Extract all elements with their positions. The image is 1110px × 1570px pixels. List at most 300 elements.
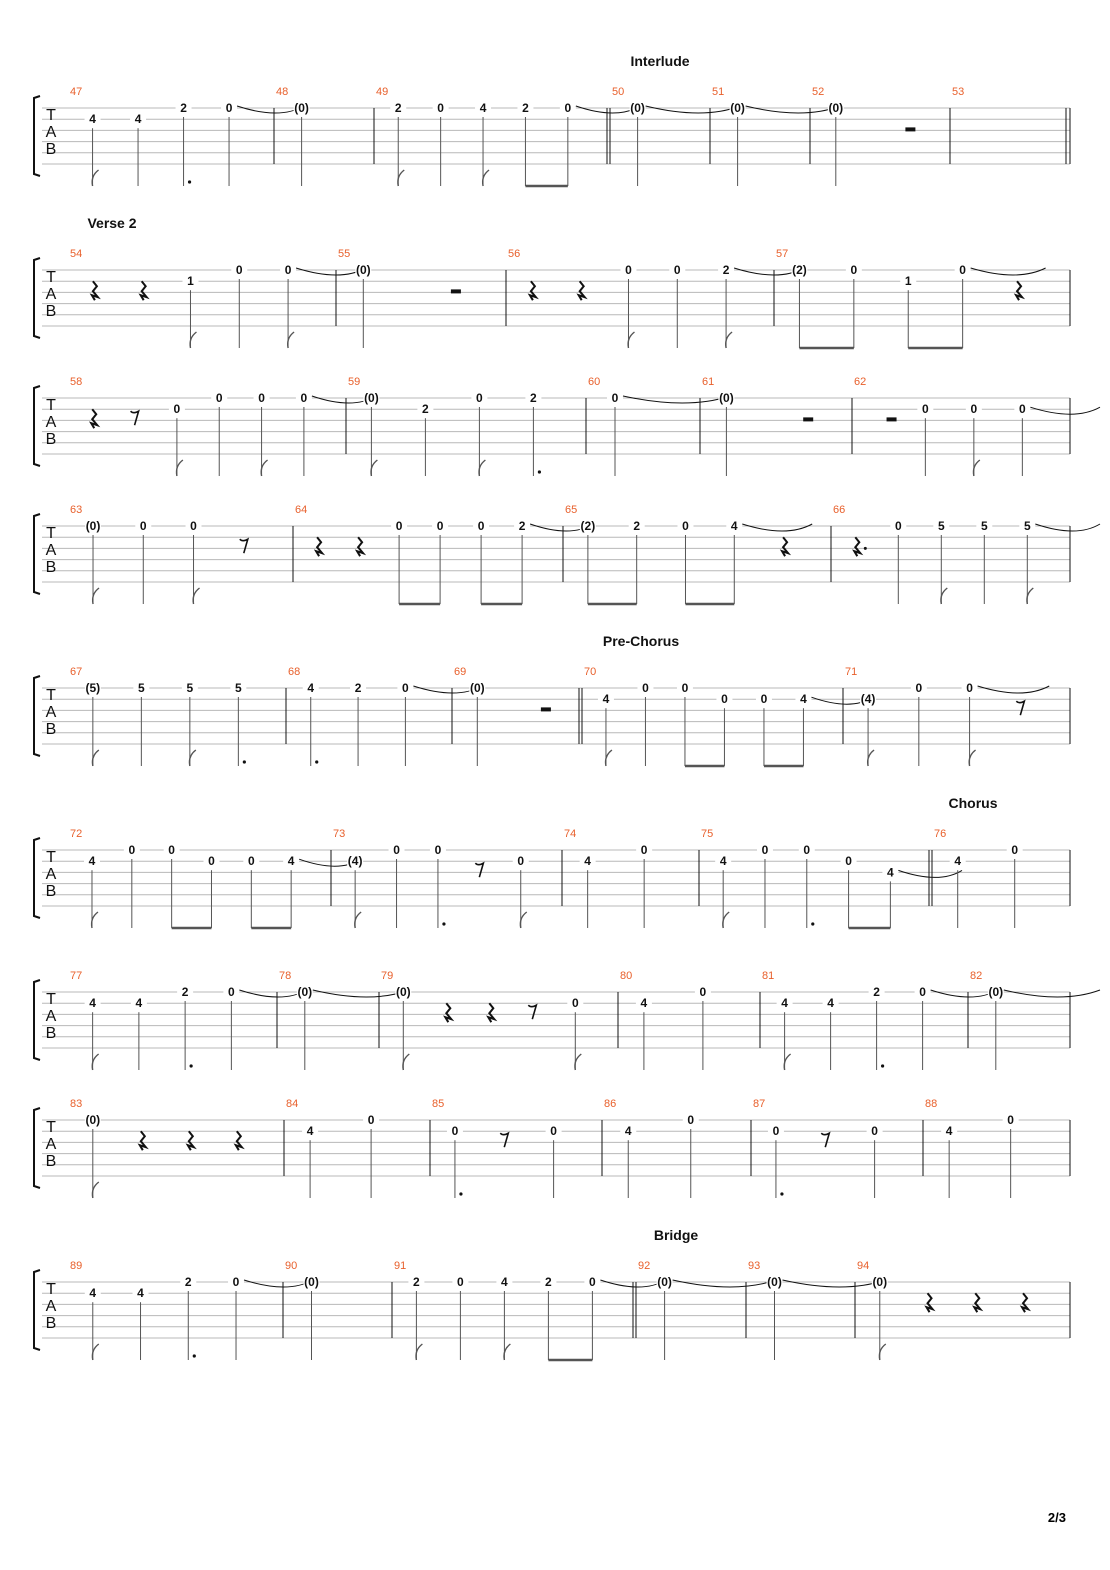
note-flag — [606, 750, 612, 766]
note-flag — [193, 588, 199, 604]
tab-system — [34, 633, 1070, 766]
eighth-rest — [1016, 701, 1024, 715]
eighth-rest — [131, 411, 139, 425]
bar-number: 58 — [70, 376, 83, 388]
fret-number: (0) — [85, 1113, 101, 1127]
bar-number: 48 — [276, 86, 289, 98]
system-bracket — [34, 258, 40, 338]
quarter-rest — [91, 409, 97, 428]
fret-number: 0 — [772, 1124, 780, 1139]
fret-number: 0 — [699, 985, 707, 999]
fret-number: 0 — [550, 1124, 557, 1139]
bar-number: 85 — [432, 1098, 445, 1110]
note-flag — [190, 332, 196, 348]
tab-clef-letter: B — [45, 559, 57, 576]
fret-number: 0 — [642, 681, 649, 695]
fret-number: 0 — [894, 519, 902, 533]
fret-number: 4 — [887, 865, 894, 880]
bar-number: 66 — [833, 504, 846, 516]
fret-number: 0 — [208, 854, 215, 869]
bar-number: 64 — [295, 504, 308, 516]
fret-number: 0 — [402, 681, 409, 695]
system-bracket — [34, 1108, 40, 1188]
note-flag — [261, 460, 267, 476]
bar-number: 69 — [454, 666, 467, 678]
note-flag — [479, 460, 485, 476]
note-flag — [93, 588, 99, 604]
fret-number: 0 — [232, 1275, 240, 1289]
note-flag — [355, 912, 361, 928]
tie — [646, 106, 740, 113]
fret-number: 0 — [225, 101, 233, 115]
tie — [742, 524, 812, 531]
fret-number: 0 — [173, 402, 181, 417]
note-flag — [726, 332, 732, 348]
fret-number: 0 — [966, 681, 973, 695]
bar-number: 87 — [753, 1098, 766, 1110]
fret-number: 4 — [602, 692, 610, 707]
bar-number: 59 — [348, 376, 361, 388]
tab-clef-letter: T — [46, 991, 56, 1008]
bar-number: 86 — [604, 1098, 617, 1110]
note-flag — [288, 332, 294, 348]
fret-number: 0 — [215, 391, 223, 405]
section-label: Pre-Chorus — [602, 633, 680, 649]
bar-number: 94 — [857, 1260, 870, 1272]
fret-number: 0 — [919, 985, 926, 999]
fret-number: 2 — [633, 519, 641, 533]
tab-clef-letter: T — [46, 525, 56, 542]
fret-number: (0) — [630, 101, 645, 115]
rhythm-dot — [459, 1192, 462, 1195]
page-number: 2/3 — [1047, 1510, 1066, 1525]
bar-number: 70 — [584, 666, 597, 678]
fret-number: 2 — [394, 101, 402, 115]
tab-clef-letter: T — [46, 269, 56, 286]
rhythm-dot — [780, 1192, 783, 1195]
fret-number: 0 — [300, 391, 308, 405]
tab-system — [34, 1227, 1070, 1360]
rhythm-dot — [315, 760, 318, 763]
fret-number: 0 — [1007, 1113, 1014, 1127]
fret-number: 4 — [781, 996, 788, 1011]
bar-number: 47 — [70, 86, 83, 98]
tab-clef-letter: T — [46, 849, 56, 866]
fret-number: 5 — [186, 681, 194, 695]
bar-number: 52 — [812, 86, 825, 98]
fret-number: 2 — [722, 263, 730, 277]
rhythm-dot — [243, 760, 246, 763]
bar-number: 53 — [952, 86, 965, 98]
note-flag — [416, 1344, 422, 1360]
fret-number: (0) — [469, 681, 485, 695]
note-flag — [92, 1344, 98, 1360]
fret-number: 0 — [760, 692, 768, 707]
fret-number: 0 — [564, 101, 572, 115]
fret-number: 0 — [128, 843, 136, 857]
bar-number: 65 — [565, 504, 578, 516]
bar-number: 90 — [285, 1260, 298, 1272]
fret-number: 2 — [873, 985, 880, 999]
fret-number: 0 — [434, 843, 442, 857]
note-flag — [92, 1182, 98, 1198]
tab-clef-letter: T — [46, 687, 56, 704]
tab-clef-letter: B — [45, 883, 57, 900]
note-flag — [868, 750, 874, 766]
tie — [1030, 407, 1100, 414]
tie — [673, 1280, 776, 1287]
fret-number: 4 — [307, 681, 315, 695]
tab-clef-letter: T — [46, 1119, 56, 1136]
fret-number: 0 — [850, 263, 858, 277]
bar-number: 93 — [748, 1260, 761, 1272]
bar-number: 80 — [620, 970, 633, 982]
bar-number: 82 — [970, 970, 983, 982]
tie — [1035, 524, 1100, 531]
tie — [313, 990, 409, 997]
fret-number: 4 — [719, 854, 727, 869]
tie — [783, 1280, 886, 1287]
fret-number: 0 — [571, 996, 579, 1011]
rhythm-dot — [188, 180, 191, 183]
quarter-rest — [445, 1003, 451, 1022]
bar-number: 55 — [338, 248, 351, 260]
bar-number: 54 — [70, 248, 83, 260]
quarter-rest — [1016, 281, 1022, 300]
fret-number: 4 — [479, 101, 487, 115]
rhythm-dot — [538, 470, 541, 473]
fret-number: 4 — [827, 996, 834, 1011]
quarter-rest — [92, 281, 98, 300]
fret-number: (5) — [85, 681, 101, 695]
bar-number: 57 — [776, 248, 789, 260]
bar-number: 83 — [70, 1098, 83, 1110]
fret-number: (0) — [85, 519, 101, 533]
bar-number: 73 — [333, 828, 346, 840]
quarter-rest — [488, 1003, 494, 1022]
fret-number: 5 — [235, 681, 242, 695]
fret-number: 0 — [457, 1275, 464, 1289]
half-rest — [541, 707, 551, 711]
fret-number: (0) — [767, 1275, 782, 1289]
eighth-rest — [528, 1005, 536, 1019]
quarter-rest — [974, 1293, 980, 1312]
fret-number: 4 — [89, 112, 96, 127]
rhythm-dot — [881, 1064, 884, 1067]
fret-number: 0 — [395, 519, 403, 533]
bar-number: 89 — [70, 1260, 83, 1272]
fret-number: 0 — [761, 843, 769, 857]
tab-clef-letter: B — [45, 1315, 57, 1332]
fret-number: 0 — [687, 1113, 695, 1127]
fret-number: (0) — [730, 101, 745, 115]
bar-number: 91 — [394, 1260, 407, 1272]
note-flag — [92, 750, 98, 766]
tab-clef-letter: T — [46, 107, 56, 124]
section-label: Interlude — [630, 53, 690, 69]
tab-system — [34, 53, 1070, 186]
fret-number: (0) — [297, 985, 313, 999]
fret-number: 0 — [589, 1275, 596, 1289]
tab-system — [34, 1098, 1070, 1198]
system-bracket — [34, 386, 40, 466]
tab-clef-letter: T — [46, 1281, 56, 1298]
note-flag — [92, 170, 98, 186]
fret-number: (0) — [364, 391, 379, 405]
fret-number: 4 — [954, 854, 962, 869]
note-flag — [973, 460, 979, 476]
tab-clef-letter: A — [45, 286, 57, 303]
note-flag — [483, 170, 489, 186]
fret-number: 4 — [640, 996, 648, 1011]
note-flag — [520, 912, 526, 928]
fret-number: (0) — [395, 985, 411, 999]
tab-clef-letter: B — [45, 1153, 57, 1170]
fret-number: 0 — [673, 263, 681, 277]
note-flag — [1027, 588, 1033, 604]
quarter-rest — [530, 281, 536, 300]
fret-number: 5 — [138, 681, 145, 695]
tie — [898, 870, 962, 877]
fret-number: (0) — [657, 1275, 672, 1289]
fret-number: 2 — [422, 402, 429, 417]
fret-number: 4 — [88, 854, 96, 869]
fret-number: 4 — [135, 996, 143, 1011]
tie — [1004, 990, 1100, 997]
fret-number: 0 — [437, 101, 444, 115]
fret-number: 5 — [980, 519, 988, 533]
fret-number: 4 — [501, 1275, 508, 1289]
fret-number: 1 — [904, 274, 912, 289]
tie — [971, 268, 1046, 275]
tie — [746, 106, 840, 113]
bar-number: 60 — [588, 376, 601, 388]
tab-system — [34, 215, 1070, 348]
fret-number: (0) — [304, 1275, 319, 1289]
fret-number: 0 — [258, 391, 265, 405]
quarter-rest — [1022, 1293, 1028, 1312]
tab-system — [34, 970, 1100, 1070]
fret-number: 4 — [730, 519, 738, 533]
eighth-rest — [500, 1133, 508, 1147]
section-label: Verse 2 — [87, 215, 137, 231]
fret-number: 0 — [803, 843, 811, 857]
fret-number: 0 — [436, 519, 444, 533]
tab-system — [34, 376, 1100, 476]
bar-number: 71 — [845, 666, 858, 678]
fret-number: 0 — [235, 263, 243, 277]
fret-number: 0 — [625, 263, 632, 277]
bar-number: 88 — [925, 1098, 938, 1110]
system-bracket — [34, 96, 40, 176]
fret-number: (4) — [347, 854, 363, 869]
bar-number: 56 — [508, 248, 521, 260]
fret-number: (0) — [355, 263, 371, 277]
note-flag — [575, 1054, 581, 1070]
bar-number: 78 — [279, 970, 292, 982]
quarter-rest — [141, 281, 147, 300]
quarter-rest — [854, 537, 860, 556]
tab-clef-letter: B — [45, 431, 57, 448]
fret-number: 0 — [682, 519, 689, 533]
note-flag — [969, 750, 975, 766]
bar-number: 51 — [712, 86, 725, 98]
note-flag — [398, 170, 404, 186]
bar-number: 84 — [286, 1098, 299, 1110]
system-bracket — [34, 676, 40, 756]
fret-number: 2 — [530, 391, 537, 405]
tab-clef-letter: A — [45, 1298, 57, 1315]
fret-number: 2 — [184, 1275, 192, 1289]
tab-clef-letter: A — [45, 866, 57, 883]
fret-number: 0 — [451, 1124, 459, 1139]
note-flag — [403, 1054, 409, 1070]
fret-number: 0 — [284, 263, 292, 277]
fret-number: 4 — [89, 996, 96, 1011]
tab-clef-letter: A — [45, 414, 57, 431]
tab-system — [34, 795, 1070, 928]
quarter-rest — [782, 537, 788, 556]
bar-number: 75 — [701, 828, 714, 840]
fret-number: (2) — [792, 263, 807, 277]
fret-number: 4 — [137, 1286, 144, 1301]
note-flag — [504, 1344, 510, 1360]
eighth-rest — [240, 539, 248, 553]
rest-dot — [864, 547, 867, 550]
fret-number: 4 — [287, 854, 295, 869]
fret-number: (0) — [988, 985, 1004, 999]
tab-clef-letter: B — [45, 141, 57, 158]
bar-number: 77 — [70, 970, 83, 982]
fret-number: (0) — [719, 391, 734, 405]
eighth-rest — [821, 1133, 829, 1147]
tie — [244, 1280, 313, 1287]
quarter-rest — [927, 1293, 933, 1312]
fret-number: 2 — [518, 519, 526, 533]
fret-number: 0 — [1011, 843, 1019, 857]
fret-number: 0 — [367, 1113, 375, 1127]
quarter-rest — [316, 537, 322, 556]
tab-clef-letter: A — [45, 1136, 57, 1153]
fret-number: 4 — [624, 1124, 632, 1139]
fret-number: 4 — [945, 1124, 953, 1139]
fret-number: 0 — [721, 692, 728, 707]
quarter-rest — [236, 1131, 242, 1150]
fret-number: 4 — [134, 112, 142, 127]
fret-number: (2) — [580, 519, 596, 533]
rhythm-dot — [442, 922, 445, 925]
half-rest — [905, 127, 915, 131]
fret-number: (4) — [860, 692, 876, 707]
tab-clef-letter: A — [45, 704, 57, 721]
bar-number: 62 — [854, 376, 867, 388]
bar-number: 49 — [376, 86, 389, 98]
fret-number: 2 — [545, 1275, 552, 1289]
rhythm-dot — [811, 922, 814, 925]
fret-number: 2 — [180, 101, 187, 115]
fret-number: 0 — [477, 519, 485, 533]
fret-number: 0 — [139, 519, 147, 533]
bar-number: 92 — [638, 1260, 651, 1272]
fret-number: 2 — [413, 1275, 420, 1289]
note-flag — [371, 460, 377, 476]
quarter-rest — [188, 1131, 194, 1150]
rhythm-dot — [190, 1064, 193, 1067]
fret-number: 4 — [800, 692, 807, 707]
bar-number: 76 — [934, 828, 947, 840]
fret-number: 5 — [1023, 519, 1031, 533]
bar-number: 50 — [612, 86, 625, 98]
fret-number: 2 — [522, 101, 529, 115]
fret-number: 0 — [247, 854, 255, 869]
note-flag — [941, 588, 947, 604]
quarter-rest — [140, 1131, 146, 1150]
fret-number: 0 — [190, 519, 197, 533]
note-flag — [189, 750, 195, 766]
fret-number: 0 — [959, 263, 966, 277]
fret-number: 0 — [476, 391, 483, 405]
note-flag — [92, 912, 98, 928]
half-rest — [887, 417, 897, 421]
fret-number: (0) — [294, 101, 309, 115]
tab-system — [34, 504, 1100, 604]
note-flag — [879, 1344, 885, 1360]
system-bracket — [34, 980, 40, 1060]
bar-number: 68 — [288, 666, 301, 678]
half-rest — [451, 289, 461, 293]
note-flag — [784, 1054, 790, 1070]
tab-clef-letter: B — [45, 721, 57, 738]
fret-number: 0 — [1019, 402, 1026, 417]
rhythm-dot — [193, 1354, 196, 1357]
section-label: Bridge — [653, 1227, 699, 1243]
fret-number: 2 — [354, 681, 362, 695]
fret-number: 0 — [681, 681, 689, 695]
system-bracket — [34, 514, 40, 594]
fret-number: 4 — [89, 1286, 97, 1301]
section-label: Chorus — [948, 795, 998, 811]
tab-clef-letter: B — [45, 1025, 57, 1042]
note-flag — [628, 332, 634, 348]
quarter-rest — [357, 537, 363, 556]
fret-number: 4 — [306, 1124, 314, 1139]
tab-clef-letter: T — [46, 397, 56, 414]
fret-number: 0 — [640, 843, 648, 857]
fret-number: 1 — [187, 274, 194, 289]
bar-number: 61 — [702, 376, 715, 388]
bar-number: 67 — [70, 666, 83, 678]
fret-number: 4 — [584, 854, 591, 869]
bar-number: 74 — [564, 828, 577, 840]
fret-number: 5 — [937, 519, 945, 533]
system-bracket — [34, 838, 40, 918]
fret-number: 0 — [517, 854, 525, 869]
bar-number: 81 — [762, 970, 775, 982]
note-flag — [177, 460, 183, 476]
fret-number: (0) — [872, 1275, 888, 1289]
note-flag — [92, 1054, 98, 1070]
fret-number: 0 — [168, 843, 175, 857]
fret-number: 0 — [393, 843, 400, 857]
eighth-rest — [475, 863, 483, 877]
note-flag — [723, 912, 729, 928]
tie — [623, 396, 730, 403]
tab-clef-letter: B — [45, 303, 57, 320]
bar-number: 63 — [70, 504, 83, 516]
fret-number: 0 — [228, 985, 235, 999]
fret-number: (0) — [828, 101, 844, 115]
tie — [978, 686, 1050, 693]
